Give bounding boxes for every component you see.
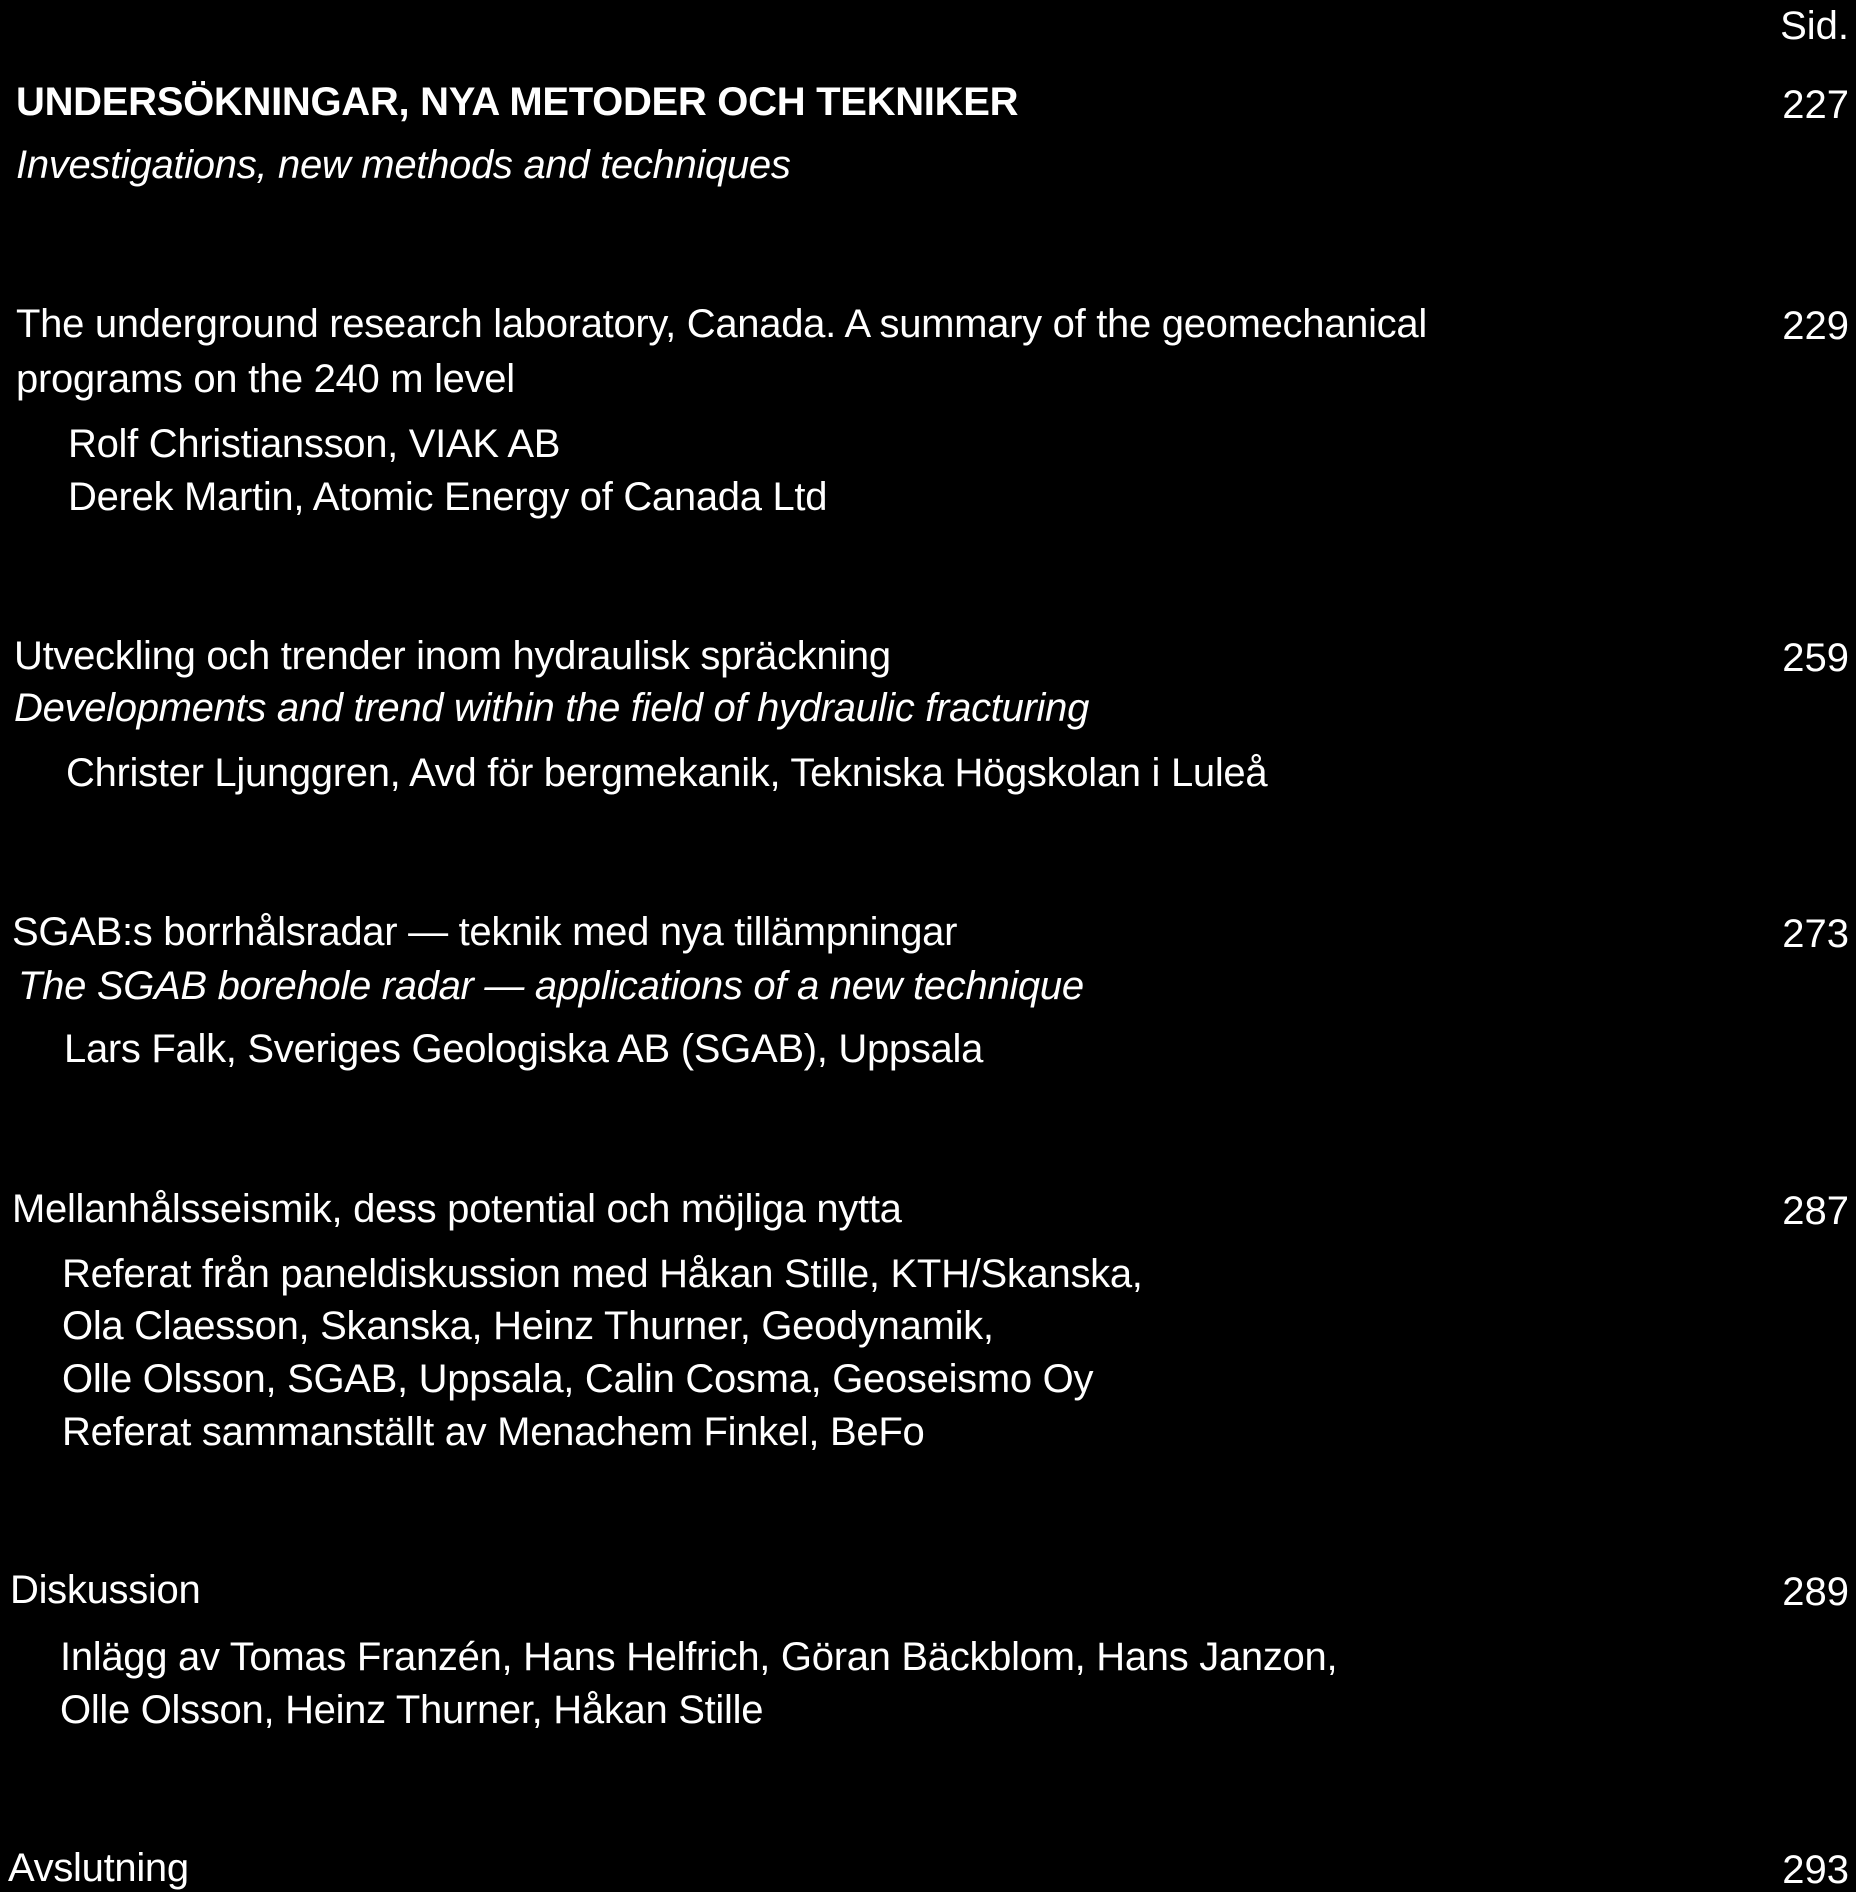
entry-author: Christer Ljunggren, Avd för bergmekanik, Tekniska Högskolan i Luleå [66, 751, 1268, 795]
entry-author: Referat sammanställt av Menachem Finkel, BeFo [62, 1410, 925, 1454]
entry-author: Ola Claesson, Skanska, Heinz Thurner, Geodynamik, [62, 1304, 994, 1348]
entry-author: Derek Martin, Atomic Energy of Canada Ltd [68, 475, 828, 519]
entry-author: Referat från paneldiskussion med Håkan Stille, KTH/Skanska, [62, 1252, 1143, 1296]
entry-subtitle: The SGAB borehole radar — applications of a new technique [18, 964, 1084, 1008]
entry-author: Rolf Christiansson, VIAK AB [68, 422, 561, 466]
entry-title: programs on the 240 m level [16, 357, 515, 401]
entry-author: Lars Falk, Sveriges Geologiska AB (SGAB), Uppsala [64, 1027, 984, 1071]
entry-page-number: 287 [1782, 1189, 1849, 1233]
entry-page-number: 293 [1782, 1848, 1849, 1892]
entry-title: Avslutning [8, 1846, 189, 1890]
entry-title: The underground research laboratory, Canada. A summary of the geomechanical [16, 302, 1427, 346]
entry-title: Mellanhålsseismik, dess potential och möjliga nytta [12, 1187, 902, 1231]
section-subtitle: Investigations, new methods and techniques [16, 143, 791, 187]
entry-author: Inlägg av Tomas Franzén, Hans Helfrich, Göran Bäckblom, Hans Janzon, [60, 1635, 1338, 1679]
entry-page-number: 229 [1782, 304, 1849, 348]
entry-page-number: 273 [1782, 912, 1849, 956]
section-title: UNDERSÖKNINGAR, NYA METODER OCH TEKNIKER [16, 80, 1019, 124]
entry-page-number: 259 [1782, 636, 1849, 680]
entry-page-number: 289 [1782, 1570, 1849, 1614]
entry-author: Olle Olsson, Heinz Thurner, Håkan Stille [60, 1688, 764, 1732]
entry-subtitle: Developments and trend within the field of hydraulic fracturing [14, 686, 1090, 730]
entry-author: Olle Olsson, SGAB, Uppsala, Calin Cosma, Geoseismo Oy [62, 1357, 1094, 1401]
entry-title: SGAB:s borrhålsradar — teknik med nya tillämpningar [12, 910, 958, 954]
page-column-header: Sid. [1780, 4, 1849, 48]
section-page-number: 227 [1782, 83, 1849, 127]
entry-title: Diskussion [10, 1568, 201, 1612]
entry-title: Utveckling och trender inom hydraulisk spräckning [14, 634, 891, 678]
